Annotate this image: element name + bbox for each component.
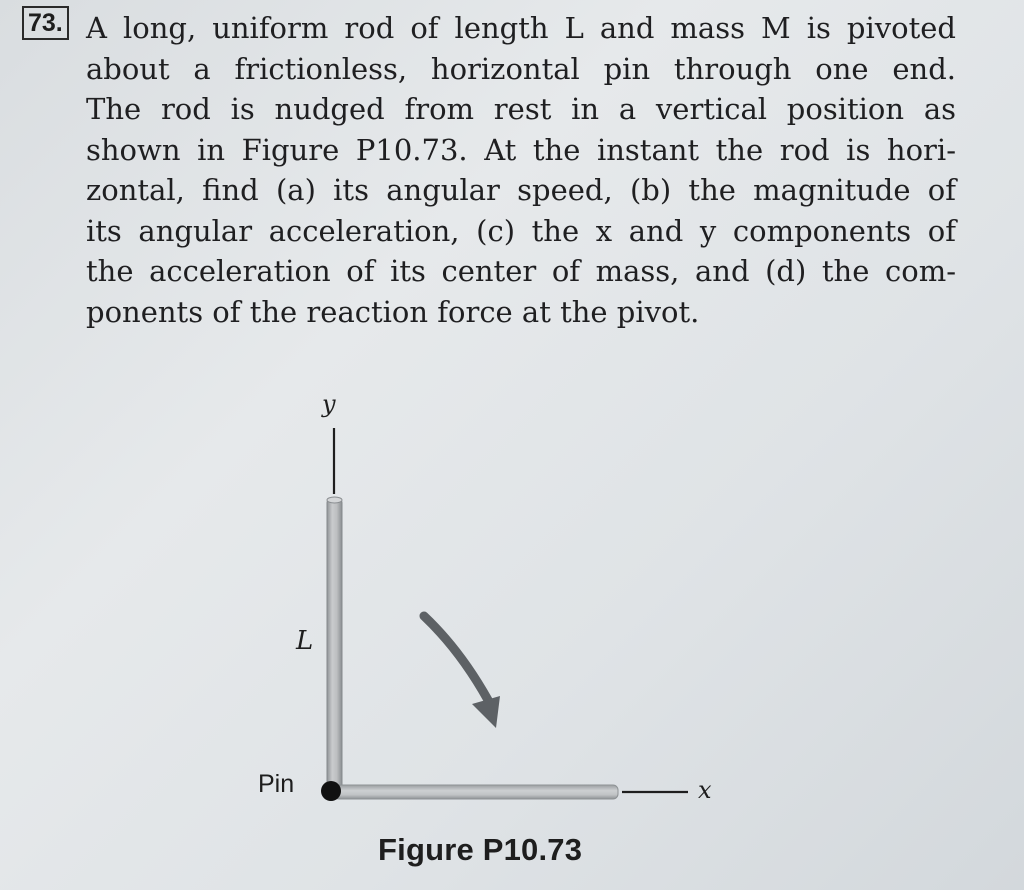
problem-line-1: A long, uniform rod of length L and mass M is pivoted [86, 11, 956, 45]
figure-caption: Figure P10.73 [378, 832, 583, 867]
problem-statement [86, 8, 966, 332]
vertical-rod [327, 498, 342, 790]
rotation-arrow [424, 616, 500, 728]
problem-number: 73. [22, 6, 69, 40]
problem-line-6: its angular acceleration, (c) the x and y components of [86, 213, 956, 248]
horizontal-rod [334, 785, 618, 799]
pin-dot [321, 781, 341, 801]
pin-label: Pin [258, 770, 295, 798]
vertical-rod-top-cap [327, 497, 342, 503]
problem-line-2: about a frictionless, horizontal pin through one end. [86, 51, 956, 86]
problem-line-5: zontal, find (a) its angular speed, (b) the magnitude of [86, 173, 956, 207]
x-axis-label: x [698, 776, 712, 804]
problem-line-8: ponents of the reaction force at the pivot. [86, 294, 700, 329]
problem-line-3: The rod is nudged from rest in a vertical position as [86, 92, 956, 126]
y-axis-label: y [322, 390, 336, 418]
problem-line-4: shown in Figure P10.73. At the instant the rod is hori- [86, 132, 956, 167]
rod-length-label: L [296, 626, 314, 656]
problem-line-7: the acceleration of its center of mass, and (d) the com- [86, 254, 956, 288]
